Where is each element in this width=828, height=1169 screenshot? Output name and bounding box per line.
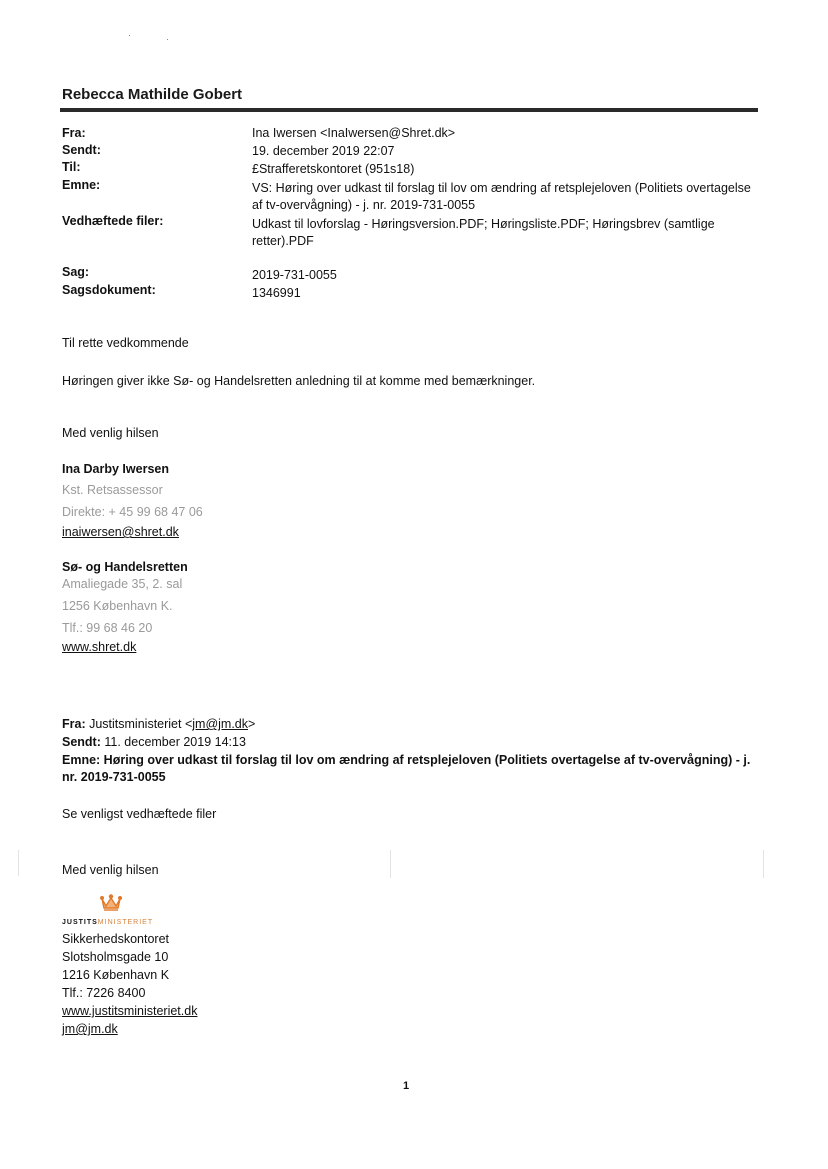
- mailbox-owner-name: Rebecca Mathilde Gobert: [62, 86, 243, 103]
- forwarded-closing: Med venlig hilsen: [62, 863, 159, 877]
- signature-email-link[interactable]: inaiwersen@shret.dk: [62, 525, 179, 539]
- scan-speck: ·: [128, 30, 131, 40]
- scan-mark: [763, 850, 764, 878]
- scan-mark: [18, 850, 19, 876]
- attachments-label: Vedhæftede filer:: [62, 214, 164, 228]
- forwarded-sent-label: Sendt:: [62, 735, 101, 749]
- forwarded-sent-value: 11. december 2019 14:13: [100, 735, 246, 749]
- to-label: Til:: [62, 160, 81, 174]
- ministry-logo-word-light: MINISTERIET: [97, 919, 154, 926]
- signature-phone: Tlf.: 99 68 46 20: [62, 621, 153, 635]
- signature-direct-phone: Direkte: + 45 99 68 47 06: [62, 505, 203, 519]
- crown-icon: [100, 893, 122, 911]
- forwarded-message: Se venligst vedhæftede filer: [62, 807, 217, 821]
- forwarded-from-value: Justitsministeriet <: [85, 717, 193, 731]
- greeting: Til rette vedkommende: [62, 336, 189, 350]
- signature-address-street: Amaliegade 35, 2. sal: [62, 577, 183, 591]
- signature-org: Sø- og Handelsretten: [62, 560, 188, 574]
- ministry-department: Sikkerhedskontoret: [62, 932, 170, 946]
- signature-address-city: 1256 København K.: [62, 599, 173, 613]
- ministry-email-link[interactable]: jm@jm.dk: [62, 1022, 118, 1036]
- forwarded-from-line: [62, 716, 255, 733]
- case-document-label: Sagsdokument:: [62, 283, 156, 297]
- forwarded-sent-line: [62, 734, 246, 751]
- forwarded-subject-value: Høring over udkast til forslag til lov om ændring af retsplejeloven (Politiets overtagelse af tv-overvågning) - j. nr. 2019-731-0055: [62, 753, 751, 784]
- signature-title: Kst. Retsassessor: [62, 483, 163, 497]
- subject-value: VS: Høring over udkast til forslag til lov om ændring af retsplejeloven (Politiets overtagelse af tv-overvågning) - j. nr. 2019-731-0055: [252, 181, 751, 212]
- forwarded-subject-line: [62, 752, 762, 786]
- subject-label: Emne:: [62, 178, 101, 192]
- header-rule: [60, 108, 758, 112]
- case-value: 2019-731-0055: [252, 268, 337, 282]
- ministry-web-link[interactable]: www.justitsministeriet.dk: [62, 1004, 198, 1018]
- closing-text: Med venlig hilsen: [62, 426, 159, 440]
- attachments-value[interactable]: Udkast til lovforslag - Høringsversion.PDF; Høringsliste.PDF; Høringsbrev (samtlige retter).PDF: [252, 217, 715, 248]
- signature-name: Ina Darby Iwersen: [62, 462, 169, 476]
- page-number: 1: [403, 1080, 410, 1092]
- forwarded-subject-label: Emne:: [62, 753, 101, 767]
- forwarded-from-email-link[interactable]: jm@jm.dk: [192, 717, 249, 731]
- case-document-value: 1346991: [252, 286, 301, 300]
- from-value: Ina Iwersen <InaIwersen@Shret.dk>: [252, 126, 456, 140]
- forwarded-from-label: Fra:: [62, 717, 86, 731]
- message-text: Høringen giver ikke Sø- og Handelsretten anledning til at komme med bemærkninger.: [62, 374, 536, 388]
- ministry-street: Slotsholmsgade 10: [62, 950, 169, 964]
- ministry-city: 1216 København K: [62, 968, 170, 982]
- from-label: Fra:: [62, 126, 86, 140]
- scan-mark: [390, 850, 391, 878]
- ministry-phone: Tlf.: 7226 8400: [62, 986, 146, 1000]
- forwarded-from-close: >: [248, 717, 256, 731]
- signature-web-link[interactable]: www.shret.dk: [62, 640, 137, 654]
- ministry-logo-wordmark: [62, 919, 153, 926]
- sent-value: 19. december 2019 22:07: [252, 144, 395, 158]
- ministry-logo-word-bold: JUSTITS: [62, 919, 98, 926]
- scan-speck: ·: [166, 34, 169, 44]
- sent-label: Sendt:: [62, 143, 101, 157]
- case-label: Sag:: [62, 265, 90, 279]
- to-value: £Strafferetskontoret (951s18): [252, 162, 415, 176]
